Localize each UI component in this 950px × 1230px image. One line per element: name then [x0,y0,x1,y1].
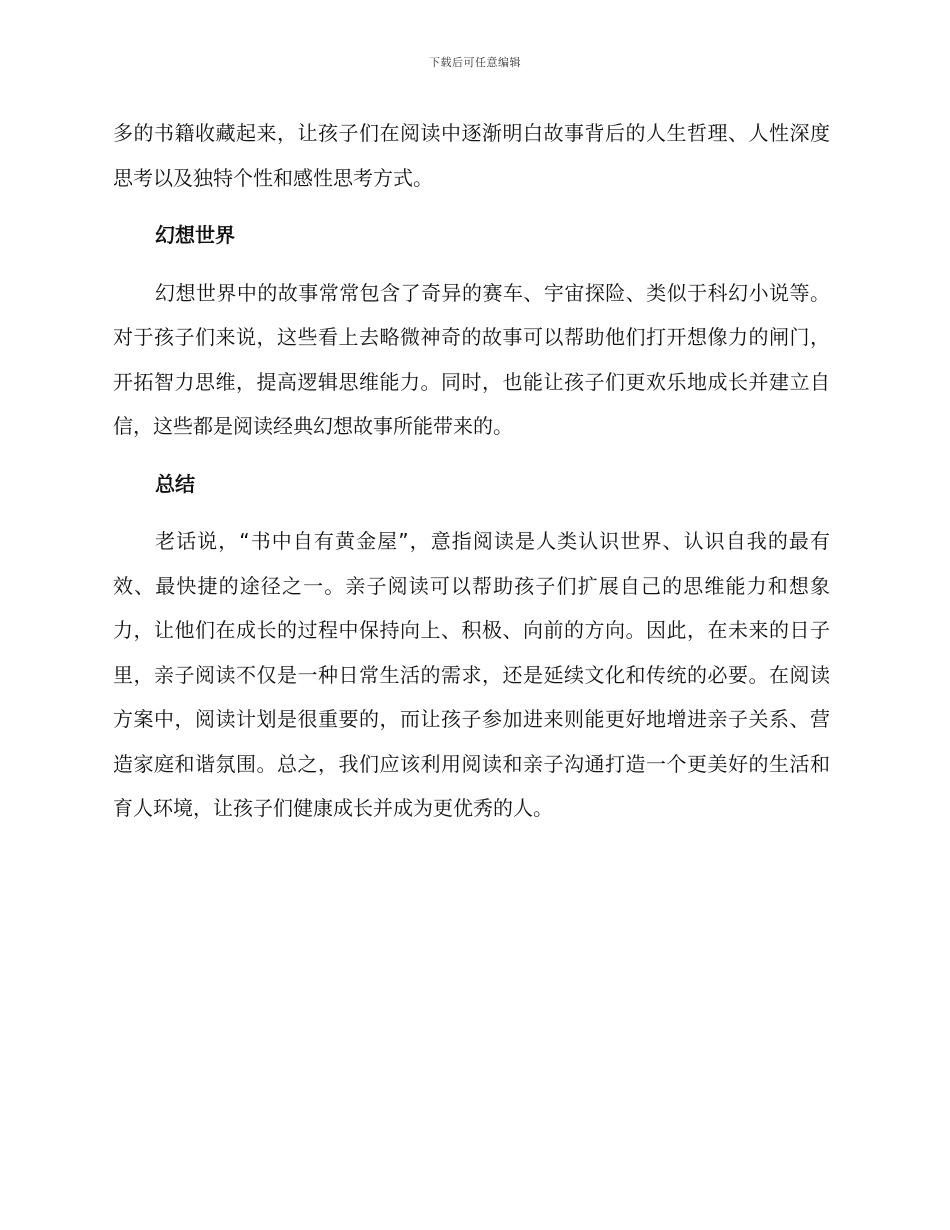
summary-paragraph: 老话说，“书中自有黄金屋”，意指阅读是人类认识世界、认识自我的最有效、最快捷的途径之一。亲子阅读可以帮助孩子们扩展自己的思维能力和想象力，让他们在成长的过程中保持向上、积极、向前的方向。因此，在未来的日子里，亲子阅读不仅是一种日常生活的需求，还是延续文化和传统的必要。在阅读方案中，阅读计划是很重要的，而让孩子参加进来则能更好地增进亲子关系、营造家庭和谐氛围。总之，我们应该利用阅读和亲子沟通打造一个更美好的生活和育人环境，让孩子们健康成长并成为更优秀的人。 [113,529,830,820]
page-header: 下载后可任意编辑 [429,56,521,69]
intro-paragraph: 多的书籍收藏起来，让孩子们在阅读中逐渐明白故事背后的人生哲理、人性深度思考以及独特个性和感性思考方式。 [113,121,830,190]
document-body [113,111,830,831]
section-heading-summary: 总结 [155,471,195,496]
section-heading-fantasy: 幻想世界 [155,223,235,247]
fantasy-paragraph: 幻想世界中的故事常常包含了奇异的赛车、宇宙探险、类似于科幻小说等。对于孩子们来说，这些看上去略微神奇的故事可以帮助他们打开想像力的闸门，开拓智力思维，提高逻辑思维能力。同时，也能让孩子们更欢乐地成长并建立自信，这些都是阅读经典幻想故事所能带来的。 [113,280,830,438]
